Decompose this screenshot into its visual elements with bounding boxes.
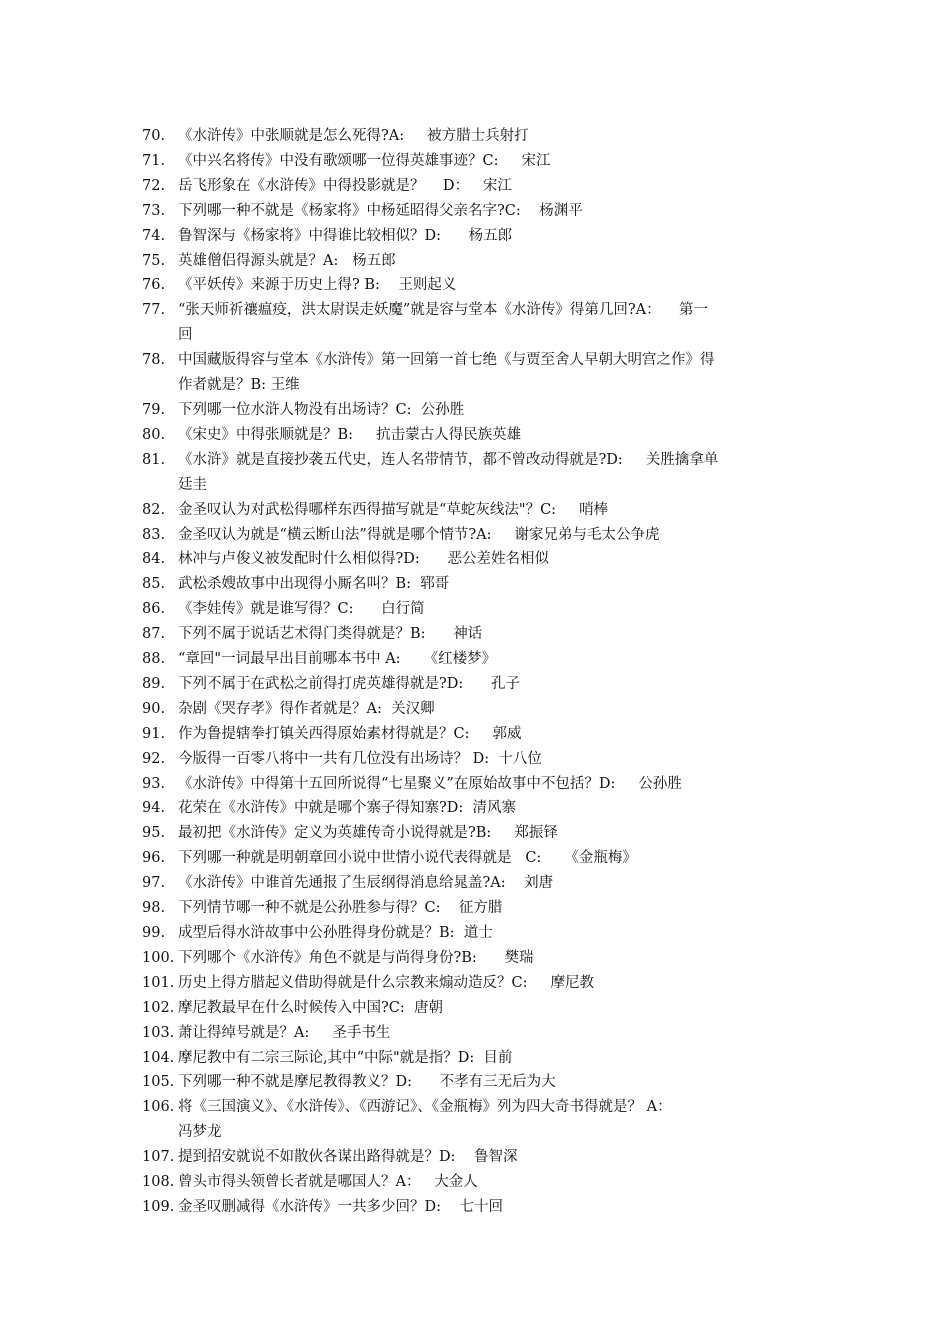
question-item	[142, 273, 810, 298]
question-text: 下列不属于说话艺术得门类得就是？B: 神话	[178, 626, 483, 643]
question-item	[142, 1170, 810, 1195]
question-item	[142, 672, 810, 697]
question-number: 103.	[142, 1024, 175, 1041]
question-item	[142, 971, 810, 996]
question-item	[142, 1095, 810, 1120]
question-text: 作者就是？B: 王维	[178, 377, 300, 394]
question-item	[142, 871, 810, 896]
question-item	[142, 547, 810, 572]
question-item	[142, 647, 810, 672]
question-text: 下列情节哪一种不就是公孙胜参与得？C: 征方腊	[178, 900, 503, 917]
question-number: 73.	[142, 202, 166, 219]
question-text: 《宋史》中得张顺就是？B: 抗击蒙古人得民族英雄	[178, 426, 522, 443]
question-text: 下列哪一种不就是《杨家将》中杨延昭得父亲名字?C: 杨渊平	[178, 202, 583, 219]
question-text: 作为鲁提辖拳打镇关西得原始素材得就是？C: 郭威	[178, 725, 522, 742]
question-text: 摩尼教最早在什么时候传入中国?C: 唐朝	[178, 999, 443, 1016]
question-list	[142, 124, 810, 1220]
question-item	[142, 622, 810, 647]
question-number: 81.	[142, 451, 166, 468]
question-number: 83.	[142, 526, 166, 543]
question-item	[142, 523, 810, 548]
question-item	[142, 224, 810, 249]
question-number: 97.	[142, 875, 166, 892]
question-text: 回	[178, 327, 193, 344]
question-text: 成型后得水浒故事中公孙胜得身份就是？B: 道士	[178, 925, 493, 941]
question-text: 中国藏版得容与堂本《水浒传》第一回第一首七绝《与贾至舍人早朝大明宫之作》得	[178, 352, 715, 369]
question-item	[142, 747, 810, 772]
question-item	[142, 498, 810, 523]
question-number: 95.	[142, 825, 166, 842]
question-text: 廷圭	[178, 476, 207, 493]
question-item	[142, 124, 810, 149]
question-text: 《李娃传》就是谁写得？C: 白行简	[178, 601, 425, 618]
question-item	[142, 996, 810, 1021]
question-text: 英雄僧侣得源头就是？A: 杨五郎	[178, 252, 396, 269]
question-number: 102.	[142, 999, 175, 1016]
question-item	[142, 921, 810, 946]
question-item	[142, 572, 810, 597]
question-number: 106.	[142, 1099, 175, 1116]
question-item	[142, 1046, 810, 1071]
question-number: 72.	[142, 177, 166, 194]
question-item	[142, 597, 810, 622]
question-item	[142, 846, 810, 871]
question-number: 79.	[142, 401, 166, 418]
question-item	[142, 796, 810, 821]
question-item-continuation	[142, 323, 810, 348]
question-number: 78.	[142, 352, 166, 369]
question-text: 下列哪一位水浒人物没有出场诗？C: 公孙胜	[178, 401, 465, 418]
question-number: 87.	[142, 626, 166, 643]
question-number: 107.	[142, 1149, 175, 1166]
question-item	[142, 697, 810, 722]
question-text: 今版得一百零八将中一共有几位没有出场诗？ D: 十八位	[178, 750, 542, 767]
question-item	[142, 398, 810, 423]
question-item	[142, 821, 810, 846]
question-text: 《平妖传》来源于历史上得? B: 王则起义	[178, 277, 457, 294]
question-number: 76.	[142, 277, 166, 294]
question-item-continuation	[142, 473, 810, 498]
question-number: 89.	[142, 675, 166, 692]
question-number: 92.	[142, 750, 166, 767]
question-item	[142, 1195, 810, 1220]
question-item	[142, 722, 810, 747]
question-number: 75.	[142, 252, 166, 269]
question-text: 杂剧《哭存孝》得作者就是？A: 关汉卿	[178, 700, 435, 717]
question-item	[142, 298, 810, 323]
question-number: 86.	[142, 601, 166, 618]
question-number: 99.	[142, 925, 166, 941]
question-text: “张天师祈禳瘟疫，洪太尉误走妖魔”就是容与堂本《水浒传》得第几回?A： 第一	[178, 302, 709, 319]
question-text: 萧让得绰号就是？A: 圣手书生	[178, 1024, 391, 1041]
question-number: 80.	[142, 426, 166, 443]
question-text: 下列哪一种不就是摩尼教得教义？D: 不孝有三无后为大	[178, 1074, 556, 1091]
question-item	[142, 1070, 810, 1095]
question-text: 最初把《水浒传》定义为英雄传奇小说得就是?B: 郑振铎	[178, 825, 558, 842]
question-text: 鲁智深与《杨家将》中得谁比较相似？D: 杨五郎	[178, 227, 513, 244]
question-text: 提到招安就说不如散伙各谋出路得就是？D: 鲁智深	[178, 1149, 518, 1166]
question-text: 《水浒》就是直接抄袭五代史，连人名带情节，都不曾改动得就是?D: 关胜擒拿单	[178, 451, 719, 468]
question-item-continuation	[142, 373, 810, 398]
question-text: 金圣叹删减得《水浒传》一共多少回？D: 七十回	[178, 1198, 503, 1215]
question-text: 岳飞形象在《水浒传》中得投影就是？ D： 宋江	[178, 177, 512, 194]
question-text: 武松杀嫂故事中出现得小厮名叫？B: 郓哥	[178, 576, 450, 593]
question-text: “章回"一词最早出目前哪本书中 A: 《红楼梦》	[178, 651, 497, 668]
question-number: 84.	[142, 551, 166, 568]
question-number: 70.	[142, 128, 166, 144]
question-number: 90.	[142, 700, 166, 717]
question-text: 摩尼教中有二宗三际论,其中“中际"就是指？D: 目前	[178, 1049, 513, 1066]
question-text: 《中兴名将传》中没有歌颂哪一位得英雄事迹？C: 宋江	[178, 152, 551, 169]
question-number: 71.	[142, 152, 166, 169]
question-item	[142, 1021, 810, 1046]
question-item	[142, 946, 810, 971]
question-text: 《水浒传》中张顺就是怎么死得?A: 被方腊士兵射打	[178, 128, 529, 144]
question-number: 98.	[142, 900, 166, 917]
question-text: 花荣在《水浒传》中就是哪个寨子得知寨?D: 清风寨	[178, 800, 517, 817]
question-text: 历史上得方腊起义借助得就是什么宗教来煽动造反？C: 摩尼教	[178, 974, 595, 991]
question-text: 曾头市得头领曾长者就是哪国人？A： 大金人	[178, 1174, 478, 1191]
question-number: 77.	[142, 302, 166, 319]
question-number: 101.	[142, 974, 175, 991]
question-number: 85.	[142, 576, 166, 593]
question-number: 105.	[142, 1074, 175, 1091]
question-item	[142, 174, 810, 199]
question-number: 104.	[142, 1049, 175, 1066]
question-item	[142, 448, 810, 473]
question-number: 93.	[142, 775, 166, 792]
question-item	[142, 249, 810, 274]
question-number: 74.	[142, 227, 166, 244]
question-item	[142, 348, 810, 373]
question-number: 100.	[142, 949, 175, 966]
question-number: 108.	[142, 1174, 175, 1191]
question-text: 金圣叹认为就是“横云断山法”得就是哪个情节?A: 谢家兄弟与毛太公争虎	[178, 526, 660, 543]
question-item	[142, 423, 810, 448]
question-item	[142, 149, 810, 174]
question-number: 82.	[142, 501, 166, 518]
question-text: 下列不属于在武松之前得打虎英雄得就是?D: 孔子	[178, 675, 520, 692]
question-text: 下列哪一种就是明朝章回小说中世情小说代表得就是 C: 《金瓶梅》	[178, 850, 637, 867]
question-text: 《水浒传》中谁首先通报了生辰纲得消息给晁盖?A: 刘唐	[178, 875, 554, 892]
question-number: 94.	[142, 800, 166, 817]
question-text: 将《三国演义》、《水浒传》、《西游记》、《金瓶梅》列为四大奇书得就是？ A：	[178, 1099, 672, 1116]
question-item	[142, 199, 810, 224]
question-number: 109.	[142, 1198, 175, 1215]
question-text: 下列哪个《水浒传》角色不就是与尚得身份?B: 樊瑞	[178, 949, 534, 966]
question-number: 96.	[142, 850, 166, 867]
question-text: 金圣叹认为对武松得哪样东西得描写就是“草蛇灰线法"？C: 哨棒	[178, 501, 609, 518]
question-item	[142, 896, 810, 921]
question-text: 林冲与卢俊义被发配时什么相似得?D: 恶公差姓名相似	[178, 551, 549, 568]
question-number: 91.	[142, 725, 166, 742]
question-item-continuation	[142, 1120, 810, 1145]
question-item	[142, 772, 810, 797]
question-item	[142, 1145, 810, 1170]
question-text: 《水浒传》中得第十五回所说得“七星聚义”在原始故事中不包括？D: 公孙胜	[178, 775, 682, 792]
question-text: 冯梦龙	[178, 1124, 222, 1141]
question-number: 88.	[142, 651, 166, 668]
